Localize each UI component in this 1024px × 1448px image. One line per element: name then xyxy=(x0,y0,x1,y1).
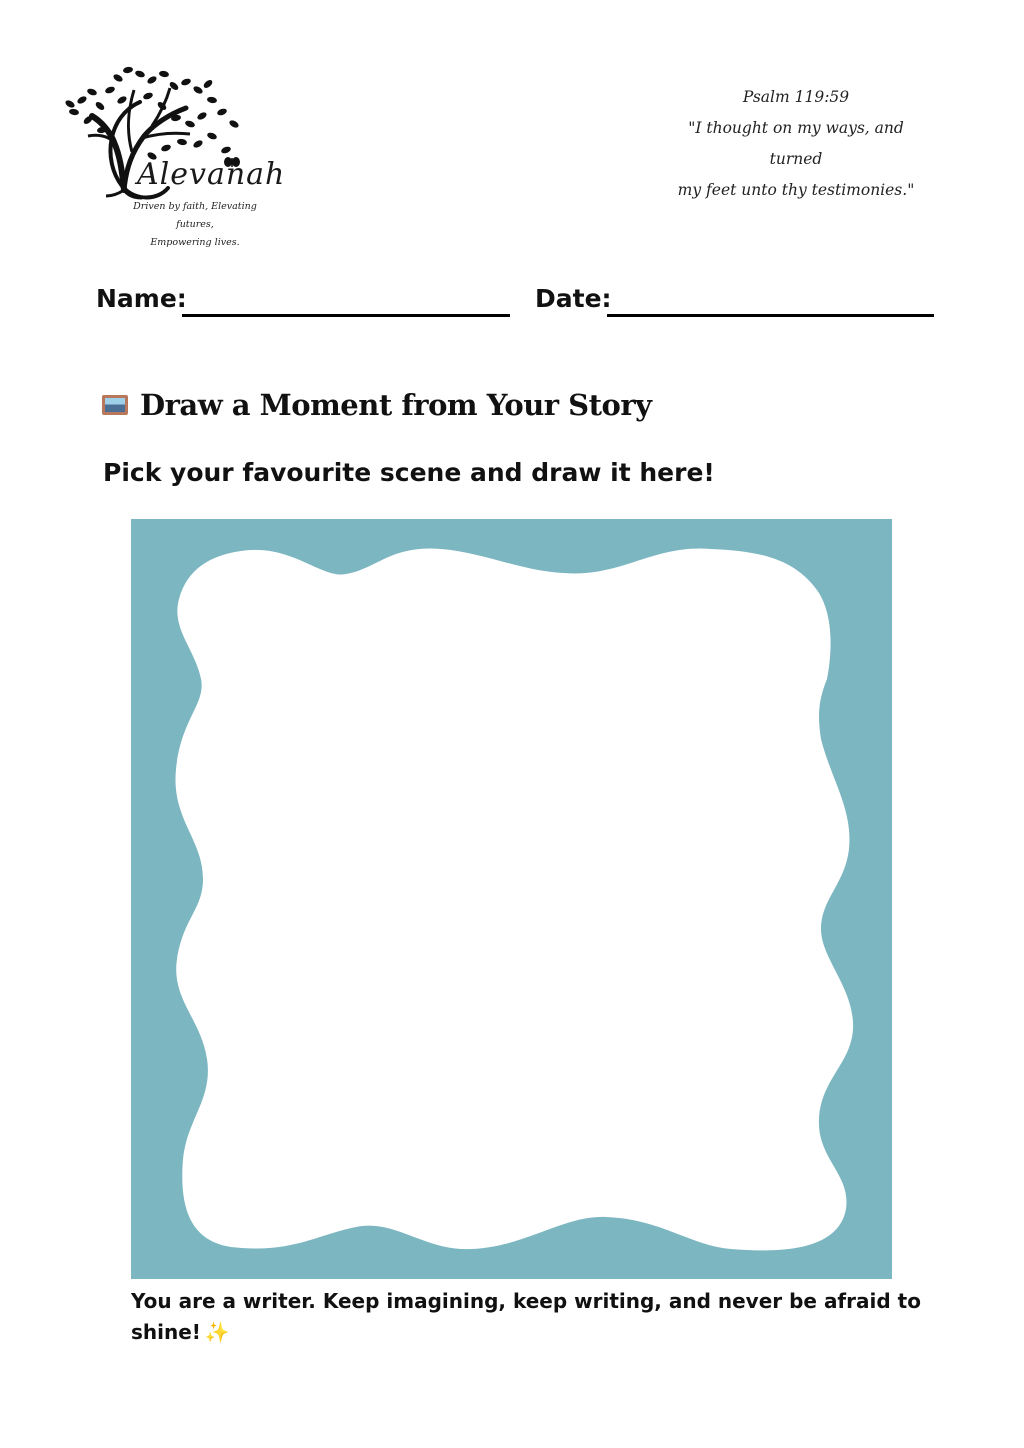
date-label: Date: xyxy=(535,284,612,313)
activity-heading xyxy=(102,388,652,422)
framed-picture-icon xyxy=(102,395,128,415)
brand-logo xyxy=(62,60,286,248)
verse-text-line1: "I thought on my ways, and turned xyxy=(688,119,904,168)
name-field[interactable] xyxy=(182,314,510,317)
wavy-frame xyxy=(131,519,892,1279)
brand-wordmark: Alevanah xyxy=(137,157,286,192)
verse-reference: Psalm 119:59 xyxy=(742,88,850,106)
sparkles-icon: ✨ xyxy=(204,1320,230,1344)
encouragement-text: You are a writer. Keep imagining, keep writing, and never be afraid to shine! xyxy=(131,1289,921,1344)
name-date-row xyxy=(96,284,936,324)
drawing-area[interactable] xyxy=(131,519,892,1279)
brand-tagline-line2: Empowering lives. xyxy=(150,237,240,248)
verse-text-line2: my feet unto thy testimonies." xyxy=(677,181,915,199)
brand-tagline xyxy=(118,198,272,252)
brand-tagline-line1: Driven by faith, Elevating futures, xyxy=(133,201,257,230)
scripture-verse xyxy=(660,82,932,206)
activity-title: Draw a Moment from Your Story xyxy=(140,388,652,422)
encouragement-message xyxy=(131,1286,921,1348)
name-label: Name: xyxy=(96,284,187,313)
drawing-area-canvas[interactable] xyxy=(175,549,853,1251)
date-field[interactable] xyxy=(607,314,934,317)
activity-instruction: Pick your favourite scene and draw it here! xyxy=(103,458,715,487)
